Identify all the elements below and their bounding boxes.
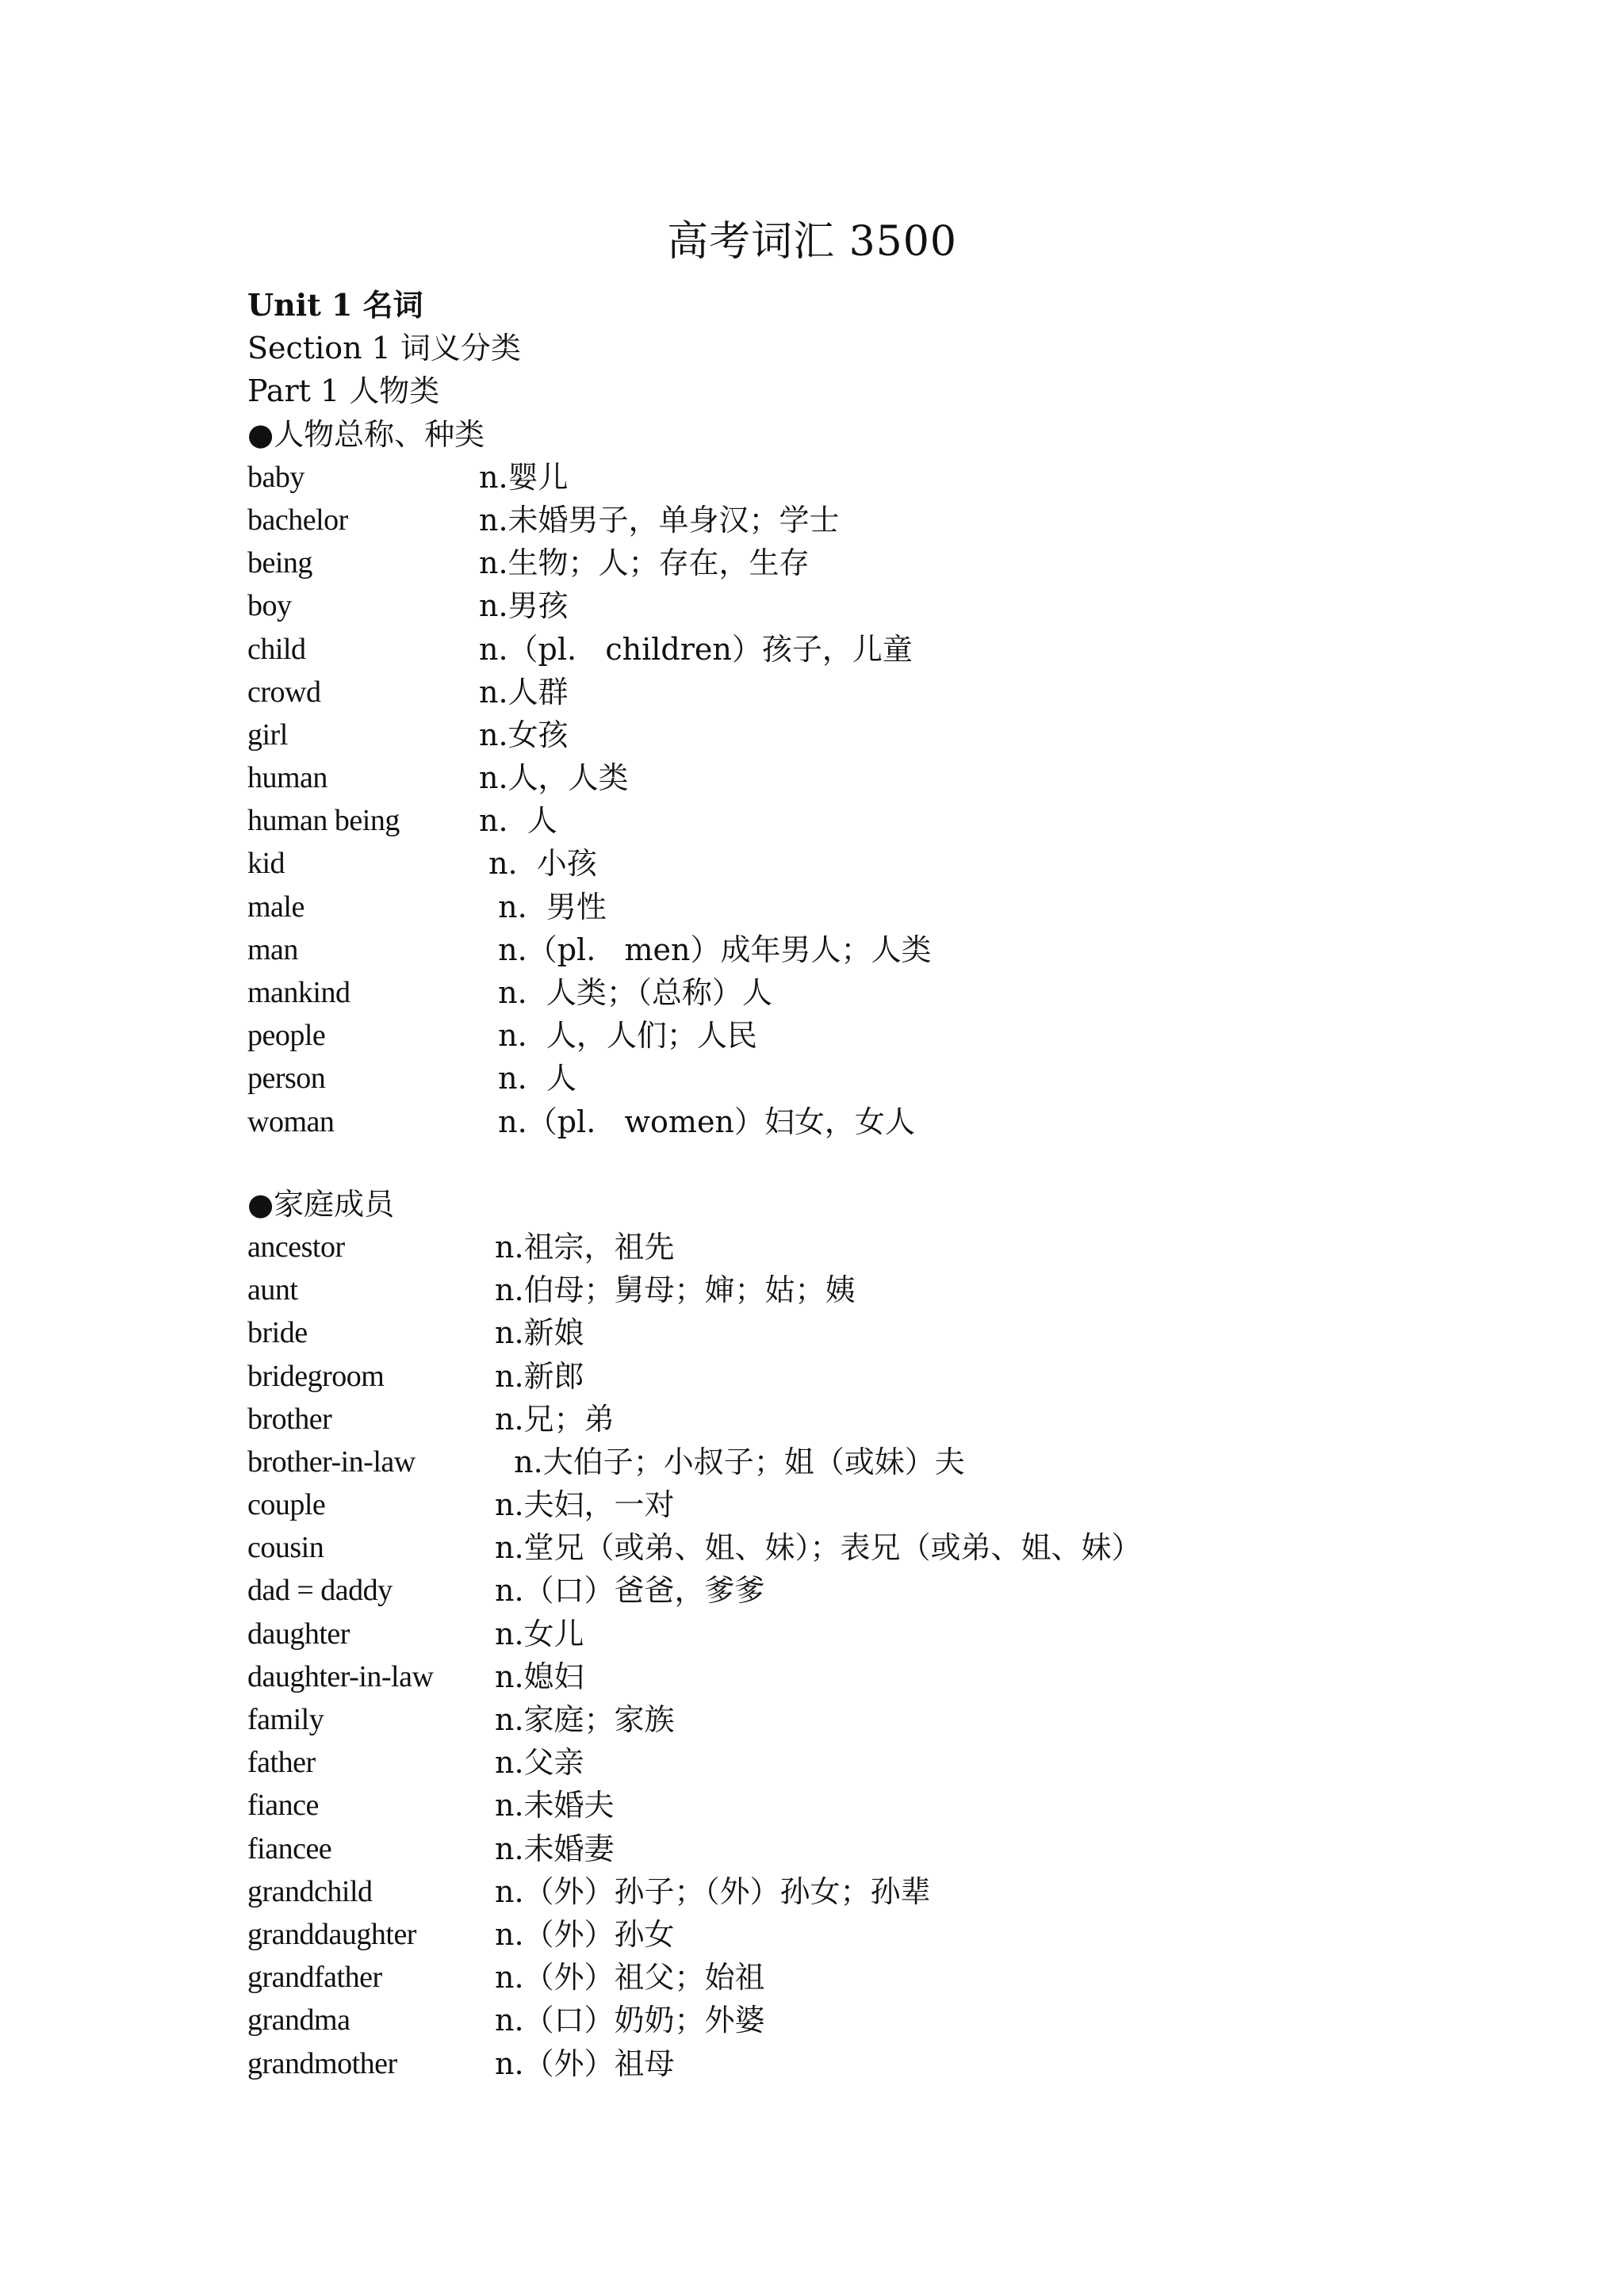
vocab-word: man <box>247 932 298 966</box>
vocab-meaning: n.大伯子；小叔子；姐（或妹）夫 <box>495 1444 965 1479</box>
vocab-entry <box>247 756 1373 799</box>
vocab-entry <box>247 1057 1373 1100</box>
vocab-meaning: n. 人，人们；人民 <box>479 1018 757 1054</box>
vocab-entry <box>247 714 1373 756</box>
vocab-word: male <box>247 890 304 924</box>
vocab-word: grandma <box>247 2003 350 2038</box>
vocab-meaning: n.祖宗，祖先 <box>495 1229 675 1265</box>
vocab-word: cousin <box>247 1531 324 1565</box>
vocab-meaning: n.（pl. women）妇女，女人 <box>479 1104 915 1139</box>
vocab-meaning: n.人群 <box>479 674 569 710</box>
vocab-word: fiance <box>247 1789 319 1823</box>
vocab-word: human being <box>247 804 400 838</box>
vocab-entry <box>247 1698 1373 1741</box>
vocab-word: human <box>247 761 327 795</box>
vocab-word: bridegroom <box>247 1359 385 1393</box>
vocab-word: people <box>247 1019 326 1053</box>
vocab-entry <box>247 1526 1373 1569</box>
vocab-word: aunt <box>247 1273 298 1307</box>
vocab-meaning: n.兄；弟 <box>495 1401 615 1437</box>
vocab-meaning: n.家庭；家族 <box>495 1702 675 1737</box>
vocab-meaning: n.（外）孙子；（外）孙女；孙辈 <box>495 1873 931 1909</box>
vocab-meaning: n. 男性 <box>479 889 607 924</box>
vocab-entry <box>247 1441 1373 1483</box>
vocab-word: bride <box>247 1316 308 1350</box>
vocab-entry <box>247 628 1373 671</box>
vocab-meaning: n.（pl. men）成年男人；人类 <box>479 932 932 967</box>
vocab-word: dad = daddy <box>247 1574 393 1608</box>
vocab-meaning: n.生物；人；存在，生存 <box>479 545 810 581</box>
vocab-word: brother-in-law <box>247 1445 416 1479</box>
part-heading: Part 1 人物类 <box>247 373 440 409</box>
vocab-meaning: n.女孩 <box>479 717 569 752</box>
vocab-meaning: n.男孩 <box>479 588 569 624</box>
vocab-meaning: n.婴儿 <box>479 459 569 495</box>
vocab-word: grandfather <box>247 1961 382 1995</box>
vocab-word: father <box>247 1746 316 1780</box>
vocab-meaning: n.（口）爸爸，爹爹 <box>495 1573 765 1609</box>
vocab-entry <box>247 541 1373 584</box>
vocab-entry <box>247 1569 1373 1612</box>
document-body <box>247 284 1373 2085</box>
vocab-meaning: n.（pl. children）孩子，儿童 <box>479 631 913 667</box>
vocab-meaning: n.未婚妻 <box>495 1831 615 1866</box>
vocab-word: daughter <box>247 1617 350 1651</box>
vocab-word: family <box>247 1703 324 1736</box>
vocab-entry <box>247 1999 1373 2042</box>
vocab-entry <box>247 1870 1373 1913</box>
vocab-entry <box>247 584 1373 627</box>
vocab-word: grandmother <box>247 2046 397 2080</box>
vocab-word: child <box>247 632 306 666</box>
vocab-word: brother <box>247 1402 332 1436</box>
vocabulary-group <box>247 1143 1373 2085</box>
vocab-entry <box>247 1014 1373 1057</box>
vocabulary-group <box>247 413 1373 1143</box>
vocab-word: grandchild <box>247 1874 373 1908</box>
vocab-meaning: n. 人 <box>479 1061 576 1096</box>
vocab-entry <box>247 1226 1373 1269</box>
vocab-word: bachelor <box>247 503 348 537</box>
category-heading: ●家庭成员 <box>247 1186 395 1222</box>
vocab-word: boy <box>247 589 292 623</box>
vocab-word: being <box>247 546 312 580</box>
vocab-meaning: n. 小孩 <box>479 846 597 882</box>
vocab-word: baby <box>247 460 304 494</box>
vocab-meaning: n.人，人类 <box>479 760 629 796</box>
vocab-meaning: n.父亲 <box>495 1745 584 1781</box>
vocab-entry <box>247 1613 1373 1655</box>
vocab-word: woman <box>247 1104 335 1138</box>
vocab-word: ancestor <box>247 1230 345 1264</box>
vocab-word: granddaughter <box>247 1917 416 1951</box>
vocab-entry <box>247 1913 1373 1956</box>
vocab-meaning: n. 人 <box>479 803 557 839</box>
vocab-word: couple <box>247 1488 326 1522</box>
vocab-entry <box>247 1100 1373 1143</box>
section-heading: Section 1 词义分类 <box>247 331 521 366</box>
vocab-entry <box>247 842 1373 885</box>
page-title: 高考词汇 3500 <box>667 218 957 266</box>
vocab-entry <box>247 1741 1373 1784</box>
vocab-meaning: n.媳妇 <box>495 1659 584 1694</box>
vocab-entry <box>247 456 1373 499</box>
vocab-meaning: n.（口）奶奶；外婆 <box>495 2003 765 2038</box>
vocab-word: crowd <box>247 675 321 709</box>
group-spacer <box>247 1143 1373 1183</box>
vocab-entry <box>247 928 1373 971</box>
vocab-word: person <box>247 1062 326 1096</box>
unit-heading: Unit 1 名词 <box>247 287 423 323</box>
vocab-entry <box>247 971 1373 1014</box>
vocab-entry <box>247 1655 1373 1698</box>
category-heading: ●人物总称、种类 <box>247 416 485 452</box>
vocab-meaning: n.新娘 <box>495 1315 584 1351</box>
vocab-entry <box>247 671 1373 714</box>
vocab-meaning: n.堂兄（或弟、姐、妹）；表兄（或弟、姐、妹） <box>495 1530 1142 1566</box>
vocab-meaning: n. 人类；（总称）人 <box>479 975 772 1010</box>
vocabulary-groups <box>247 413 1373 2085</box>
vocab-entry <box>247 1398 1373 1441</box>
vocab-entry <box>247 1827 1373 1870</box>
vocab-meaning: n.未婚夫 <box>495 1788 615 1823</box>
vocab-word: daughter-in-law <box>247 1659 434 1693</box>
vocab-entry <box>247 1269 1373 1311</box>
vocab-meaning: n.（外）祖母 <box>495 2045 675 2081</box>
vocab-entry <box>247 499 1373 541</box>
vocab-meaning: n.未婚男子，单身汉；学士 <box>479 502 840 538</box>
vocab-meaning: n.夫妇，一对 <box>495 1487 675 1523</box>
vocab-meaning: n.（外）祖父；始祖 <box>495 1960 765 1996</box>
vocab-word: kid <box>247 847 285 881</box>
vocab-meaning: n.女儿 <box>495 1616 584 1651</box>
vocab-entry <box>247 2042 1373 2085</box>
vocab-word: mankind <box>247 976 350 1009</box>
vocab-entry <box>247 1483 1373 1526</box>
vocab-entry <box>247 1784 1373 1827</box>
vocab-entry <box>247 1956 1373 1999</box>
vocab-word: girl <box>247 718 288 752</box>
vocab-meaning: n.新郎 <box>495 1358 584 1394</box>
vocab-entry <box>247 1355 1373 1398</box>
vocab-meaning: n.伯母；舅母；婶；姑；姨 <box>495 1272 856 1308</box>
vocab-entry <box>247 799 1373 842</box>
vocab-entry <box>247 1311 1373 1354</box>
vocab-meaning: n.（外）孙女 <box>495 1916 675 1952</box>
vocab-word: fiancee <box>247 1831 332 1866</box>
vocab-entry <box>247 886 1373 928</box>
